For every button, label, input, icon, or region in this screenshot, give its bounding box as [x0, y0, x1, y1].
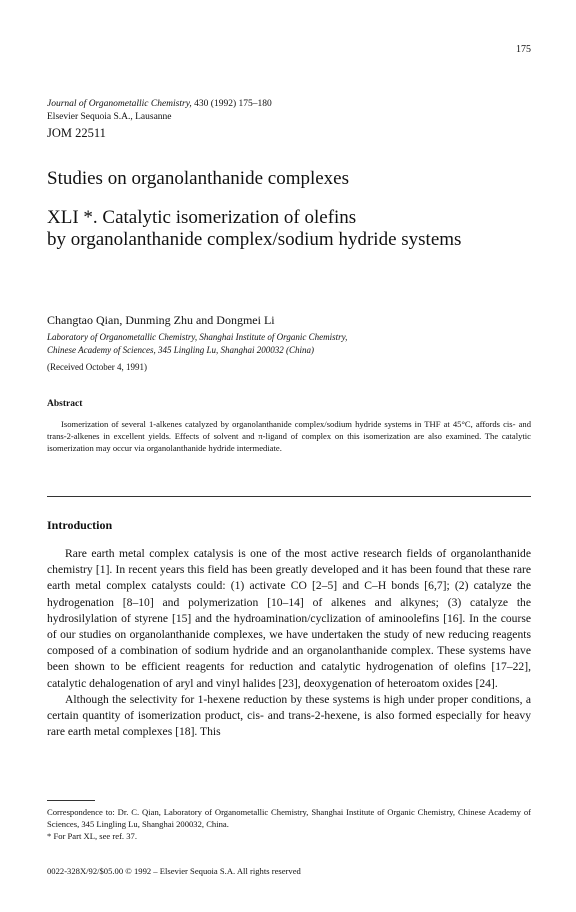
- affiliation-line1: Laboratory of Organometallic Chemistry, Shanghai Institute of Organic Chemistry,: [47, 332, 348, 342]
- title-part-line2: by organolanthanide complex/sodium hydride systems: [47, 229, 462, 250]
- journal-metadata: [47, 98, 272, 140]
- footnote-rule: [47, 800, 95, 801]
- authors: Changtao Qian, Dunming Zhu and Dongmei Li: [47, 313, 275, 327]
- introduction-paragraph-1: Rare earth metal complex catalysis is one of the most active research fields of organolanthanide chemistry [1]. In recent years this field has been greatly developed and it has been found that these rare earth metal complex catalysts could: (1) activate CO [2–5] and C–H bonds [6,7]; (2) catalyze the hydrogenation [8–10] and polymerization [10–14] of alkenes and alkynes; (3) catalyze the hydrosilylation of styrene [15] and the hydroamination/cyclization of aminoolefins [16]. In the course of our studies on organolanthanide complexes, we have undertaken the study of new reducing reagents composed of a combination of sodium hydride and an organolanthanide complex. These systems have been shown to be efficient reagents for reduction and catalytic hydrogenation of olefins [17–22], catalytic dehalogenation of aryl and vinyl halides [23], deoxygenation of heteroatom oxides [24].: [47, 547, 531, 690]
- abstract-text: Isomerization of several 1-alkenes catalyzed by organolanthanide complex/sodium hydride systems in THF at 45°C, affords cis- and trans-2-alkenes in excellent yields. Effects of solvent and π-ligand of complex on this isomerization are also examined. The catalytic isomerization may occur via organolanthanide hydride intermediate.: [47, 419, 531, 453]
- title-part: [47, 207, 537, 251]
- introduction-body: [47, 546, 531, 740]
- copyright-line: 0022-328X/92/$05.00 © 1992 – Elsevier Sequoia S.A. All rights reserved: [47, 866, 301, 876]
- journal-citation-line: [47, 98, 272, 111]
- part-note: * For Part XL, see ref. 37.: [47, 831, 137, 841]
- abstract-rule: [47, 496, 531, 497]
- jom-code: JOM 22511: [47, 126, 106, 140]
- affiliation-line2: Chinese Academy of Sciences, 345 Lingling Lu, Shanghai 200032 (China): [47, 344, 315, 355]
- page-number: 175: [516, 44, 531, 55]
- introduction-paragraph-2: Although the selectivity for 1-hexene reduction by these systems is high under proper conditions, a certain quantity of isomerization product, cis- and trans-2-hexene, is also formed especially for heavy rare earth metal complexes [18]. This: [47, 692, 531, 739]
- journal-citation: 430 (1992) 175–180: [191, 99, 272, 109]
- title-part-line1: XLI *. Catalytic isomerization of olefins: [47, 207, 357, 228]
- journal-name: Journal of Organometallic Chemistry,: [47, 99, 192, 109]
- abstract-heading: Abstract: [47, 399, 83, 409]
- footnotes: [47, 806, 531, 842]
- affiliation: [47, 331, 347, 356]
- title-series: Studies on organolanthanide complexes: [47, 168, 350, 189]
- correspondence-note: Correspondence to: Dr. C. Qian, Laboratory of Organometallic Chemistry, Shanghai Institute of Organic Chemistry, Chinese Academy of Sciences, 345 Lingling Lu, Shanghai 200032, China.: [47, 807, 531, 829]
- received-date: (Received October 4, 1991): [47, 362, 147, 372]
- publisher: Elsevier Sequoia S.A., Lausanne: [47, 112, 172, 122]
- introduction-heading: Introduction: [47, 518, 113, 532]
- article-title: [47, 168, 537, 251]
